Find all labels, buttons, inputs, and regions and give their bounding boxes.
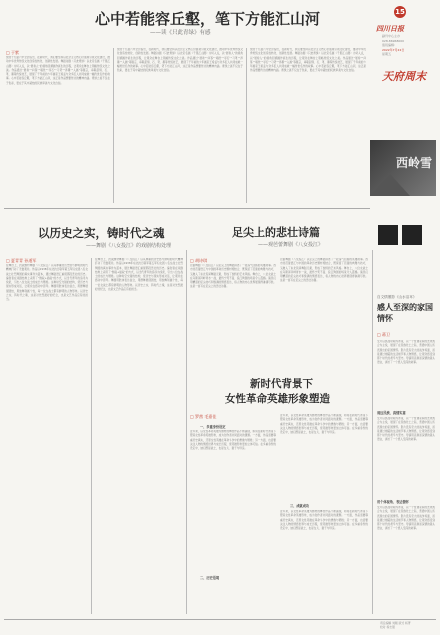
bottom-article-body-col3: 近年来，以女性革命英雄为题材的舞台作品不断涌现，如何在新时代背景下塑造女性革命英雄形象，成为创作者共同面对的课题。一方面，作品需要尊重历史真实，还原女性英雄在革命斗争中的勇敢与牺牲；另一方面，也需要关注人物的情感世界与成长历程，使英雄形象更加立体可信。在多重身份的设定中，她们既是战士，也是女儿、妻子与母亲。 (280, 510, 368, 531)
column-divider (372, 250, 373, 614)
column-banner (370, 140, 436, 196)
page-number: 15 (395, 8, 405, 16)
bottom-article-title-line1: 新时代背景下 (250, 378, 313, 390)
qr-code-group (376, 225, 434, 249)
section-logo: 天府周末 (382, 70, 426, 83)
sidebar-body-1: 全片以抗战时期为背景，以一个普通家庭的悲欢离合为主线，展现了在民族危亡之际，普通中国人所表现出的家国情怀。影片没有宏大的战争场面，而是通过细腻的生活细节和人物情感，让观众感受到那个时代的艰辛与坚守。导演用克制而深情的镜头语言，讲述了一个感人至深的故事。 (377, 340, 435, 365)
column-divider (186, 250, 187, 614)
top-article-byline: □ 于紫 (6, 50, 20, 55)
sidebar-body-3: 全片以抗战时期为背景，以一个普通家庭的悲欢离合为主线，展现了在民族危亡之际，普通中国人所表现出的家国情怀。影片没有宏大的战争场面，而是通过细腻的生活细节和人物情感，让观众感受到那个时代的艰辛与坚守。导演用克制而深情的镜头语言，讲述了一个感人至深的故事。 (377, 506, 435, 531)
section-divider (4, 208, 370, 209)
qr-code-icon (378, 225, 398, 245)
sidebar-body-2: 全片以抗战时期为背景，以一个普通家庭的悲欢离合为主线，展现了在民族危亡之际，普通中国人所表现出的家国情怀。影片没有宏大的战争场面，而是通过细腻的生活细节和人物情感，让观众感受到那个时代的艰辛与坚守。导演用克制而深情的镜头语言，讲述了一个感人至深的故事。 (377, 417, 435, 442)
footer-layout: 版式 杨菁 (398, 621, 411, 625)
meta-line-3: 值班编辑： (382, 43, 398, 48)
weekday: 星期五 (382, 52, 392, 57)
sidebar-title: 感人至深的家国情怀 (377, 303, 433, 323)
meta-block (382, 34, 432, 57)
paper-name: 四川日报 (376, 25, 404, 33)
mid-article-subtitle: ——观芭蕾舞剧《八女投江》 (258, 242, 324, 248)
mid-article-byline: □ 胡诗琪 (190, 258, 208, 263)
footer-editor: 责任编辑 刘刚 (380, 621, 398, 625)
date: 2022年7月22日 (382, 47, 405, 52)
page-number-badge (394, 6, 406, 18)
top-article-title: 心中若能容丘壑，笔下方能汇山河 (95, 10, 321, 28)
mid-article-body-col2: 芭蕾舞剧《八女投江》以足尖上的舞蹈讲述了一段荡气回肠的英雄故事。西方的芭蕾语汇与中国的革命历史题材相结合，既保留了芭蕾的典雅与技巧，又融入了东北民间舞蹈元素，形成了独特的艺术风格。舞台上，八位女战士在乌斯浑河畔背水一战，最终宁死不屈、投江殉国的场景令人震撼。演员们用精湛的足尖技巧和饱满的情感表达，将人物的内心世界展现得淋漓尽致。这是一首写在足尖上的悲壮诗篇。 (280, 258, 368, 283)
footer (380, 622, 436, 630)
qr-code-icon (402, 225, 422, 245)
sidebar-section-2: 用个体视角、表达情怀 (377, 500, 409, 504)
sidebar-section-1: 周边民族、真情实意 (377, 411, 406, 415)
bottom-article-body-col2: 近年来，以女性革命英雄为题材的舞台作品不断涌现，如何在新时代背景下塑造女性革命英雄形象，成为创作者共同面对的课题。一方面，作品需要尊重历史真实，还原女性英雄在革命斗争中的勇敢与牺牲；另一方面，也需要关注人物的情感世界与成长历程，使英雄形象更加立体可信。在多重身份的设定中，她们既是战士，也是女儿、妻子与母亲。 (280, 414, 368, 435)
left-article-subtitle: ——舞剧《八女投江》的戏剧结构处理 (86, 243, 172, 249)
column-divider (91, 258, 92, 614)
top-article-body-col2: 党的十九届六中全会指出，在新时代，我们要坚持以社会主义核心价值观引领文化建设，推动中华优秀传统文化创造性转化、创新性发展。舞蹈诗剧《只此青绿》以北宋名画《千里江山图》为切入点，以“展卷人”的视角回溯画作诞生的历程，让观众在舞台上领略传统文化之美。作品通过“展卷”“问篆”“唱丝”“寻石”“习笔”“淬墨”“入画”等篇章，串联起绢、石、笔、墨等传统技艺，展现了千年前的少年画家王希孟与众多匠人共同成就一幅传世名作的故事。心中若能容丘壑，笔下方能汇山河，这正是作品想要传达的精神内涵。青绿之美不仅在于色彩，更在于其中凝结的民族审美与文化自信。 (117, 48, 243, 73)
bottom-article-byline: □ 罗茜 毛嘉佳 (190, 414, 217, 419)
sidebar-kicker: 自文情墨影《山水洁耳》 (377, 295, 417, 299)
top-article-subtitle: ——读《只此青绿》有感 (150, 30, 211, 36)
footer-rule (4, 619, 436, 620)
left-article-title: 以历史之实，铸时代之魂 (38, 226, 165, 240)
column-name: 西岭雪 (395, 156, 432, 170)
left-article-byline: □ 夏青青 孙道军 (6, 258, 37, 263)
left-article-body-col2: 在舞台上，抗战题材舞剧《八女投江》以其厚重的历史感与鲜明的时代精神打动了无数观众。作品以1938年东北抗日联军第五军妇女团八名女战士壮烈殉国的真实事件为蓝本，通过舞蹈语汇重现那段悲壮的历史。编创者在戏剧结构上采用了“倒叙+插叙”的方式，以当代青年的追寻为线索，引出八位女战士的成长与牺牲。这种时空交错的结构，使历史与现实形成对话，让观众在感动中思考。舞剧用肢体表达信念，用群舞展现团结，用独舞刻画个性，每一位女战士都有鲜明的人物形象。以历史之实，铸时代之魂，这是对先烈最好的纪念，也是文艺作品应有的担当。 (95, 258, 183, 292)
mid-article-body-col1: 芭蕾舞剧《八女投江》以足尖上的舞蹈讲述了一段荡气回肠的英雄故事。西方的芭蕾语汇与中国的革命历史题材相结合，既保留了芭蕾的典雅与技巧，又融入了东北民间舞蹈元素，形成了独特的艺术风格。舞台上，八位女战士在乌斯浑河畔背水一战，最终宁死不屈、投江殉国的场景令人震撼。演员们用精湛的足尖技巧和饱满的情感表达，将人物的内心世界展现得淋漓尽致。这是一首写在足尖上的悲壮诗篇。 (190, 264, 276, 289)
mountain-icon (370, 174, 410, 196)
sidebar-byline: □ 蒋卫 (377, 332, 391, 337)
bottom-section-heading-1: 一、多重身份设定 (200, 425, 226, 429)
bottom-article-title-line2: 女性革命英雄形象塑造 (225, 393, 330, 405)
left-article-body-col1: 在舞台上，抗战题材舞剧《八女投江》以其厚重的历史感与鲜明的时代精神打动了无数观众。作品以1938年东北抗日联军第五军妇女团八名女战士壮烈殉国的真实事件为蓝本，通过舞蹈语汇重现那段悲壮的历史。编创者在戏剧结构上采用了“倒叙+插叙”的方式，以当代青年的追寻为线索，引出八位女战士的成长与牺牲。这种时空交错的结构，使历史与现实形成对话，让观众在感动中思考。舞剧用肢体表达信念，用群舞展现团结，用独舞刻画个性，每一位女战士都有鲜明的人物形象。以历史之实，铸时代之魂，这是对先烈最好的纪念，也是文艺作品应有的担当。 (6, 264, 88, 302)
meta-line-1: 副刊中心主办 (382, 34, 401, 38)
bottom-section-heading-2: 二、历史语境 (200, 576, 220, 580)
column-divider (246, 48, 247, 203)
mid-article-title: 足尖上的悲壮诗篇 (232, 226, 320, 239)
bottom-article-body-col1: 近年来，以女性革命英雄为题材的舞台作品不断涌现，如何在新时代背景下塑造女性革命英雄形象，成为创作者共同面对的课题。一方面，作品需要尊重历史真实，还原女性英雄在革命斗争中的勇敢与牺牲；另一方面，也需要关注人物的情感世界与成长历程，使英雄形象更加立体可信。在多重身份的设定中，她们既是战士，也是女儿、妻子与母亲。 (190, 430, 276, 451)
meta-line-2: 028-86968000 (382, 38, 405, 43)
bottom-section-heading-3: 三、成就成功 (290, 504, 310, 508)
footer-proof: 校对 杨志强 (380, 624, 395, 629)
column-divider (113, 48, 114, 203)
top-article-body-col1: 党的十九届六中全会指出，在新时代，我们要坚持以社会主义核心价值观引领文化建设，推动中华优秀传统文化创造性转化、创新性发展。舞蹈诗剧《只此青绿》以北宋名画《千里江山图》为切入点，以“展卷人”的视角回溯画作诞生的历程，让观众在舞台上领略传统文化之美。作品通过“展卷”“问篆”“唱丝”“寻石”“习笔”“淬墨”“入画”等篇章，串联起绢、石、笔、墨等传统技艺，展现了千年前的少年画家王希孟与众多匠人共同成就一幅传世名作的故事。心中若能容丘壑，笔下方能汇山河，这正是作品想要传达的精神内涵。青绿之美不仅在于色彩，更在于其中凝结的民族审美与文化自信。 (6, 56, 110, 85)
top-article-body-col3: 党的十九届六中全会指出，在新时代，我们要坚持以社会主义核心价值观引领文化建设，推动中华优秀传统文化创造性转化、创新性发展。舞蹈诗剧《只此青绿》以北宋名画《千里江山图》为切入点，以“展卷人”的视角回溯画作诞生的历程，让观众在舞台上领略传统文化之美。作品通过“展卷”“问篆”“唱丝”“寻石”“习笔”“淬墨”“入画”等篇章，串联起绢、石、笔、墨等传统技艺，展现了千年前的少年画家王希孟与众多匠人共同成就一幅传世名作的故事。心中若能容丘壑，笔下方能汇山河，这正是作品想要传达的精神内涵。青绿之美不仅在于色彩，更在于其中凝结的民族审美与文化自信。 (250, 48, 366, 73)
